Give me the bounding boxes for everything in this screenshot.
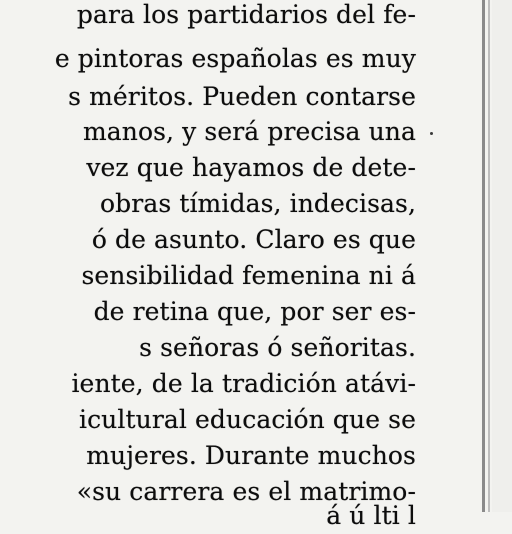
- text-line-content: mujeres. Durante muchos: [86, 441, 416, 470]
- text-line-partial: [0, 498, 416, 534]
- text-line-content: de retina que, por ser es-: [93, 297, 416, 326]
- text-line: [0, 294, 416, 330]
- column-divider-rule: [482, 0, 485, 512]
- text-line: [0, 366, 416, 402]
- text-line: [0, 150, 416, 186]
- text-line: [0, 186, 416, 222]
- text-line: [0, 0, 416, 33]
- text-line-content: s señoras ó señoritas.: [139, 333, 416, 362]
- text-line: [0, 402, 416, 438]
- text-line-content: sensibilidad femenina ni á: [81, 261, 416, 290]
- adjacent-column-margin: [492, 0, 512, 512]
- ink-speck: [430, 132, 433, 135]
- text-line-content: «su carrera es el matrimo-: [76, 477, 416, 506]
- text-line-content: s méritos. Pueden contarse: [68, 82, 416, 111]
- text-line: [0, 258, 416, 294]
- text-line-content: ó de asunto. Claro es que: [91, 225, 416, 254]
- text-line-content: obras tímidas, indecisas,: [100, 189, 416, 218]
- text-line-content: e pintoras españolas es muy: [54, 44, 416, 73]
- column-divider-rule-inner: [488, 0, 490, 512]
- text-line-content: iente, de la tradición atávi-: [71, 369, 416, 398]
- text-line: [0, 79, 416, 115]
- text-line: [0, 222, 416, 258]
- text-line-content: vez que hayamos de dete-: [86, 153, 416, 182]
- text-line-content: manos, y será precisa una: [82, 117, 416, 146]
- text-line-content: para los partidarios del fe-: [76, 0, 416, 29]
- text-line-content: á ú lti l: [326, 501, 416, 530]
- text-line: [0, 330, 416, 366]
- text-line: [0, 41, 416, 77]
- text-line: [0, 438, 416, 474]
- text-line: [0, 114, 416, 150]
- text-line-content: icultural educación que se: [78, 405, 416, 434]
